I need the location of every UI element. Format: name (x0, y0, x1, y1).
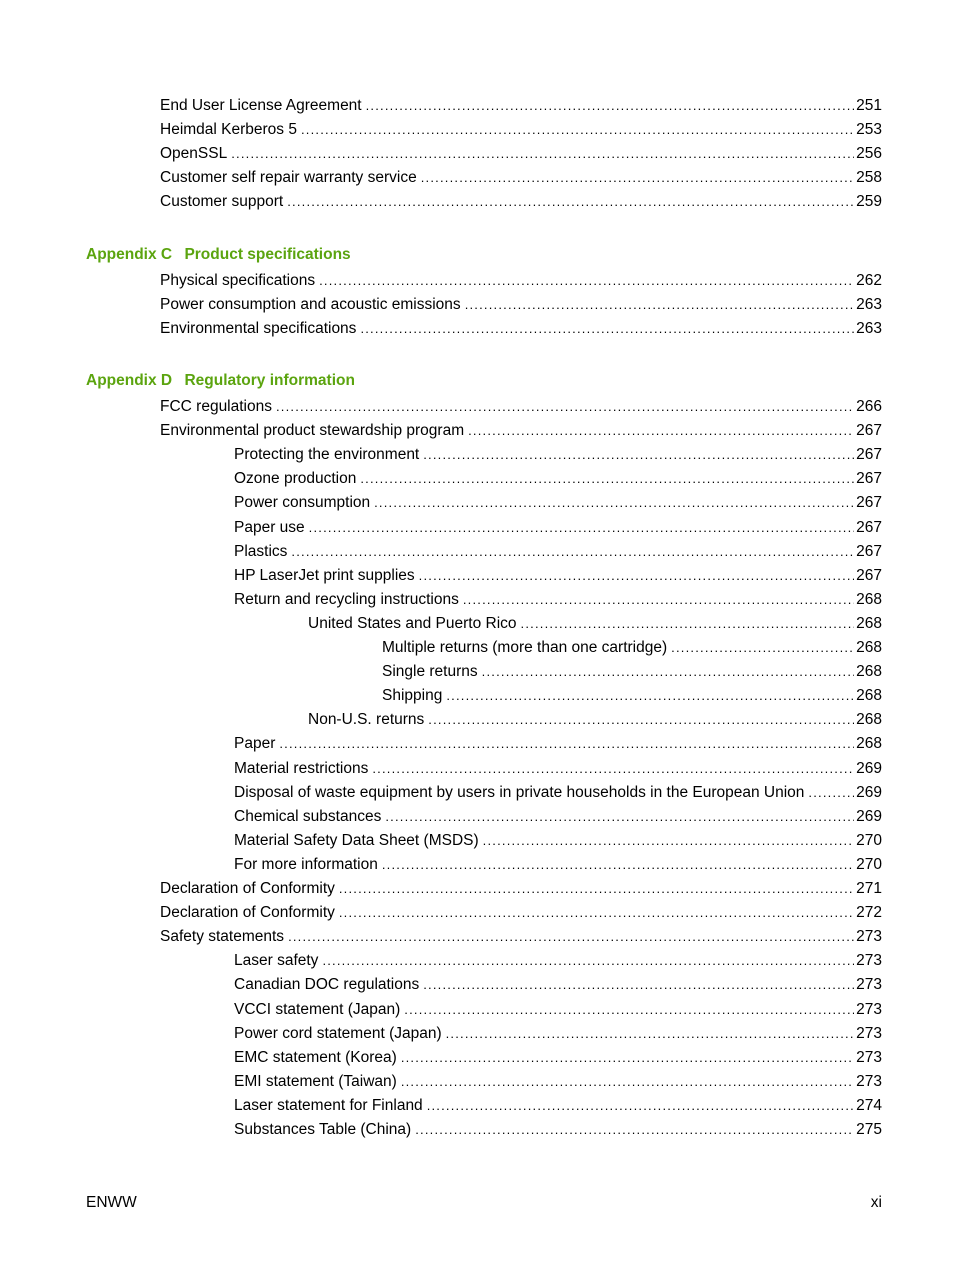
toc-entry-page: 268 (856, 687, 882, 704)
toc-entry[interactable] (382, 686, 882, 706)
toc-entry[interactable] (160, 192, 882, 212)
toc-entry-page: 256 (856, 145, 882, 162)
toc-entry-title: Shipping (382, 687, 443, 704)
toc-entry[interactable] (234, 542, 882, 562)
toc-entry[interactable] (234, 951, 882, 971)
toc-entry[interactable] (160, 271, 882, 291)
toc-entry[interactable] (234, 566, 882, 586)
toc-entry-page: 268 (856, 735, 882, 752)
toc-entry-title: Canadian DOC regulations (234, 976, 420, 993)
toc-entry[interactable] (234, 855, 882, 875)
toc-entry-title: Customer self repair warranty service (160, 169, 417, 186)
toc-entry[interactable] (234, 469, 882, 489)
footer-left: ENWW (86, 1194, 137, 1211)
dot-leader (446, 1024, 855, 1044)
dot-leader (808, 783, 854, 803)
dot-leader (401, 1048, 854, 1068)
toc-entry-page: 273 (856, 976, 882, 993)
dot-leader (465, 295, 854, 315)
toc-entry-title: Plastics (234, 543, 288, 560)
toc-entry-title: Return and recycling instructions (234, 591, 459, 608)
toc-entry[interactable] (160, 144, 882, 164)
toc-entry-title: United States and Puerto Rico (308, 615, 517, 632)
toc-entry-title: EMC statement (Korea) (234, 1049, 397, 1066)
dot-leader (279, 734, 854, 754)
toc-entry[interactable] (160, 927, 882, 947)
toc-entry-page: 270 (856, 832, 882, 849)
toc-entry-title: EMI statement (Taiwan) (234, 1073, 397, 1090)
toc-entry-page: 269 (856, 808, 882, 825)
toc-entry-title: End User License Agreement (160, 97, 362, 114)
dot-leader (231, 144, 854, 164)
toc-entry[interactable] (234, 807, 882, 827)
toc-entry-page: 251 (856, 97, 882, 114)
toc-entry-title: Laser safety (234, 952, 319, 969)
toc-entry[interactable] (308, 614, 882, 634)
toc-entry-page: 273 (856, 952, 882, 969)
appendix-label: Appendix D (86, 372, 173, 389)
dot-leader (366, 96, 855, 116)
toc-entry[interactable] (234, 590, 882, 610)
toc-entry-page: 273 (856, 1049, 882, 1066)
toc-entry-title: OpenSSL (160, 145, 228, 162)
dot-leader (287, 192, 854, 212)
dot-leader (276, 397, 854, 417)
toc-entry-title: Ozone production (234, 470, 357, 487)
toc-entry-title: Power consumption (234, 494, 371, 511)
toc-entry-title: VCCI statement (Japan) (234, 1001, 401, 1018)
toc-entry-page: 267 (856, 422, 882, 439)
toc-entry-page: 267 (856, 519, 882, 536)
appendix-c-heading[interactable] (86, 245, 351, 265)
toc-entry[interactable] (160, 879, 882, 899)
appendix-title: Regulatory information (184, 372, 355, 389)
toc-entry[interactable] (234, 759, 882, 779)
dot-leader (671, 638, 854, 658)
toc-entry-title: Single returns (382, 663, 478, 680)
toc-entry[interactable] (234, 1000, 882, 1020)
toc-entry-page: 267 (856, 567, 882, 584)
toc-entry-title: Laser statement for Finland (234, 1097, 423, 1114)
toc-entry[interactable] (160, 120, 882, 140)
toc-entry-page: 269 (856, 784, 882, 801)
dot-leader (385, 807, 854, 827)
dot-leader (382, 855, 854, 875)
toc-entry-page: 253 (856, 121, 882, 138)
toc-entry-title: For more information (234, 856, 378, 873)
dot-leader (423, 975, 854, 995)
toc-entry-title: Non-U.S. returns (308, 711, 425, 728)
toc-entry-title: Substances Table (China) (234, 1121, 412, 1138)
toc-entry-page: 268 (856, 615, 882, 632)
dot-leader (339, 879, 854, 899)
toc-entry-title: Physical specifications (160, 272, 316, 289)
toc-entry[interactable] (234, 1072, 882, 1092)
toc-entry[interactable] (234, 445, 882, 465)
dot-leader (483, 831, 854, 851)
toc-entry[interactable] (160, 903, 882, 923)
toc-entry-page: 268 (856, 663, 882, 680)
toc-entry[interactable] (308, 710, 882, 730)
toc-entry-page: 268 (856, 711, 882, 728)
toc-entry[interactable] (234, 1024, 882, 1044)
toc-entry[interactable] (160, 168, 882, 188)
toc-entry[interactable] (234, 831, 882, 851)
dot-leader (421, 168, 854, 188)
page-number: xi (870, 1194, 882, 1211)
toc-entry-title: Declaration of Conformity (160, 904, 335, 921)
appendix-label: Appendix C (86, 246, 173, 263)
toc-entry-page: 270 (856, 856, 882, 873)
toc-entry-page: 262 (856, 272, 882, 289)
toc-entry-page: 268 (856, 591, 882, 608)
dot-leader (372, 759, 854, 779)
toc-entry-title: Disposal of waste equipment by users in private households in the European Union (234, 784, 805, 801)
appendix-title: Product specifications (184, 246, 351, 263)
toc-entry-page: 259 (856, 193, 882, 210)
toc-entry-title: Environmental product stewardship program (160, 422, 465, 439)
toc-entry[interactable] (234, 493, 882, 513)
toc-entry-title: Protecting the environment (234, 446, 420, 463)
dot-leader (423, 445, 854, 465)
toc-entry-title: HP LaserJet print supplies (234, 567, 415, 584)
dot-leader (360, 319, 854, 339)
dot-leader (319, 271, 854, 291)
toc-entry[interactable] (160, 397, 882, 417)
dot-leader (404, 1000, 854, 1020)
toc-entry-page: 273 (856, 1025, 882, 1042)
dot-leader (427, 1096, 854, 1116)
dot-leader (291, 542, 854, 562)
toc-entry[interactable] (234, 783, 882, 803)
toc-entry-page: 268 (856, 639, 882, 656)
toc-entry-title: Environmental specifications (160, 320, 357, 337)
toc-entry-page: 258 (856, 169, 882, 186)
toc-entry[interactable] (382, 638, 882, 658)
toc-entry-title: FCC regulations (160, 398, 272, 415)
dot-leader (428, 710, 854, 730)
toc-entry[interactable] (160, 421, 882, 441)
dot-leader (468, 421, 854, 441)
toc-entry[interactable] (160, 295, 882, 315)
toc-entry[interactable] (160, 319, 882, 339)
toc-entry[interactable] (160, 96, 882, 116)
toc-entry-page: 275 (856, 1121, 882, 1138)
appendix-d-heading[interactable] (86, 371, 355, 391)
toc-entry-title: Material restrictions (234, 760, 369, 777)
toc-entry[interactable] (234, 518, 882, 538)
toc-entry[interactable] (234, 1096, 882, 1116)
dot-leader (401, 1072, 854, 1092)
toc-entry-page: 267 (856, 470, 882, 487)
toc-entry-title: Paper (234, 735, 276, 752)
toc-entry-title: Paper use (234, 519, 305, 536)
toc-entry-page: 273 (856, 1001, 882, 1018)
dot-leader (322, 951, 854, 971)
toc-entry-title: Power consumption and acoustic emissions (160, 296, 461, 313)
toc-entry[interactable] (234, 1120, 882, 1140)
toc-entry-title: Customer support (160, 193, 284, 210)
toc-entry-page: 274 (856, 1097, 882, 1114)
toc-entry[interactable] (234, 1048, 882, 1068)
dot-leader (374, 493, 854, 513)
toc-entry-page: 269 (856, 760, 882, 777)
toc-entry-page: 271 (856, 880, 882, 897)
toc-entry-title: Power cord statement (Japan) (234, 1025, 442, 1042)
toc-entry[interactable] (234, 734, 882, 754)
dot-leader (463, 590, 854, 610)
toc-entry-title: Multiple returns (more than one cartridge) (382, 639, 668, 656)
dot-leader (288, 927, 854, 947)
toc-entry-title: Declaration of Conformity (160, 880, 335, 897)
toc-entry-page: 267 (856, 494, 882, 511)
dot-leader (446, 686, 854, 706)
dot-leader (301, 120, 854, 140)
dot-leader (339, 903, 854, 923)
toc-entry-title: Safety statements (160, 928, 285, 945)
dot-leader (309, 518, 854, 538)
toc-entry-page: 263 (856, 320, 882, 337)
toc-entry-page: 267 (856, 446, 882, 463)
dot-leader (415, 1120, 854, 1140)
toc-entry-page: 267 (856, 543, 882, 560)
toc-entry-title: Chemical substances (234, 808, 382, 825)
dot-leader (482, 662, 854, 682)
toc-entry-page: 263 (856, 296, 882, 313)
toc-entry[interactable] (234, 975, 882, 995)
dot-leader (360, 469, 854, 489)
toc-entry[interactable] (382, 662, 882, 682)
dot-leader (521, 614, 855, 634)
toc-entry-page: 273 (856, 928, 882, 945)
toc-entry-title: Heimdal Kerberos 5 (160, 121, 297, 138)
dot-leader (419, 566, 854, 586)
toc-entry-page: 266 (856, 398, 882, 415)
toc-entry-page: 273 (856, 1073, 882, 1090)
toc-entry-title: Material Safety Data Sheet (MSDS) (234, 832, 479, 849)
toc-entry-page: 272 (856, 904, 882, 921)
